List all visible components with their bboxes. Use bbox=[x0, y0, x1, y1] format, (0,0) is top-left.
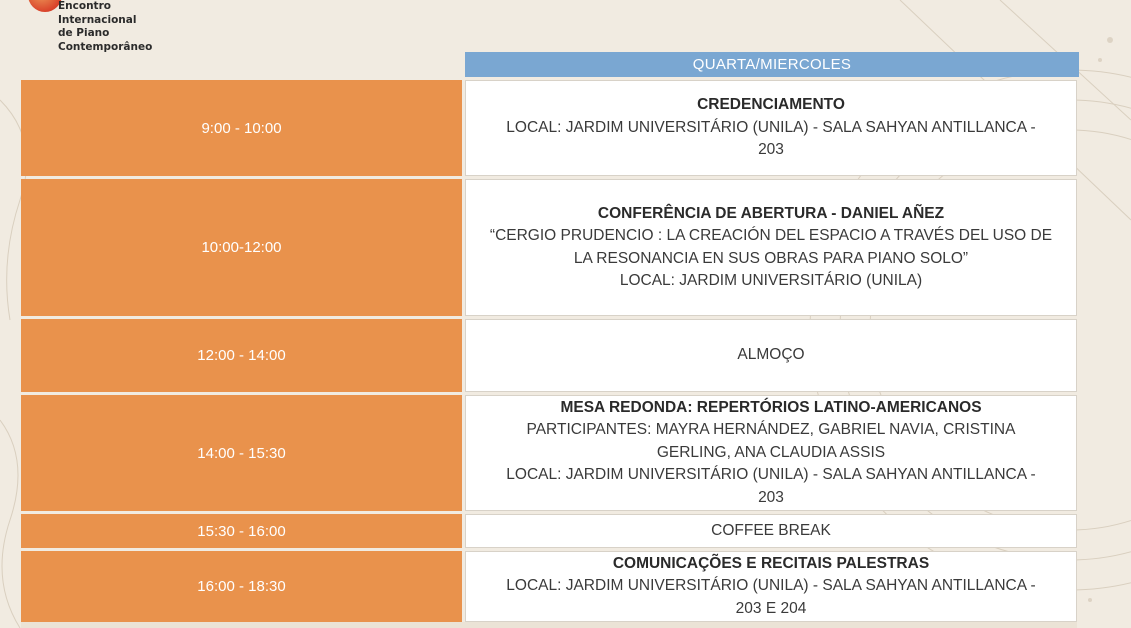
logo-line: Encontro bbox=[58, 0, 111, 12]
event-cell bbox=[465, 179, 1077, 316]
logo-mark-icon bbox=[28, 0, 62, 12]
event-logo bbox=[0, 0, 200, 60]
event-cell bbox=[465, 319, 1077, 392]
event-cell bbox=[465, 514, 1077, 548]
event-cell bbox=[465, 80, 1077, 176]
event-cell bbox=[465, 551, 1077, 622]
event-title: CREDENCIAMENTO bbox=[697, 96, 845, 114]
event-line: 203 bbox=[758, 141, 784, 159]
event-line: LOCAL: JARDIM UNIVERSITÁRIO (UNILA) - SALA SAHYAN ANTILLANCA - bbox=[506, 118, 1036, 136]
event-title: MESA REDONDA: REPERTÓRIOS LATINO-AMERICANOS bbox=[560, 398, 982, 416]
time-cell: 12:00 - 14:00 bbox=[21, 319, 462, 392]
event-line: LA RESONANCIA EN SUS OBRAS PARA PIANO SOLO” bbox=[573, 249, 969, 267]
day-header: QUARTA/MIERCOLES bbox=[465, 52, 1079, 77]
event-line: PARTICIPANTES: MAYRA HERNÁNDEZ, GABRIEL NAVIA, CRISTINA bbox=[526, 421, 1016, 439]
event-title: COMUNICAÇÕES E RECITAIS PALESTRAS bbox=[612, 554, 930, 572]
time-cell: 9:00 - 10:00 bbox=[21, 80, 462, 176]
event-line: “CERGIO PRUDENCIO : LA CREACIÓN DEL ESPACIO A TRAVÉS DEL USO DE bbox=[489, 227, 1053, 244]
event-line: ALMOÇO bbox=[737, 346, 805, 364]
time-cell: 15:30 - 16:00 bbox=[21, 514, 462, 548]
event-cell bbox=[465, 395, 1077, 511]
logo-line: de Piano bbox=[58, 27, 110, 39]
logo-line: Contemporâneo bbox=[58, 40, 153, 53]
event-line: LOCAL: JARDIM UNIVERSITÁRIO (UNILA) bbox=[619, 272, 923, 289]
event-line: 203 E 204 bbox=[735, 599, 807, 617]
time-cell: 10:00-12:00 bbox=[21, 179, 462, 316]
event-line: COFFEE BREAK bbox=[711, 521, 831, 539]
time-cell: 14:00 - 15:30 bbox=[21, 395, 462, 511]
event-line: GERLING, ANA CLAUDIA ASSIS bbox=[656, 443, 886, 461]
event-line: LOCAL: JARDIM UNIVERSITÁRIO (UNILA) - SALA SAHYAN ANTILLANCA - bbox=[506, 577, 1036, 595]
logo-line: Internacional bbox=[58, 13, 137, 26]
event-line: LOCAL: JARDIM UNIVERSITÁRIO (UNILA) - SALA SAHYAN ANTILLANCA - bbox=[506, 466, 1036, 484]
logo-text bbox=[58, 0, 152, 54]
event-line: 203 bbox=[758, 488, 784, 506]
next-row-edge bbox=[21, 622, 1077, 628]
time-cell: 16:00 - 18:30 bbox=[21, 551, 462, 622]
event-title: CONFERÊNCIA DE ABERTURA - DANIEL AÑEZ bbox=[597, 204, 945, 222]
